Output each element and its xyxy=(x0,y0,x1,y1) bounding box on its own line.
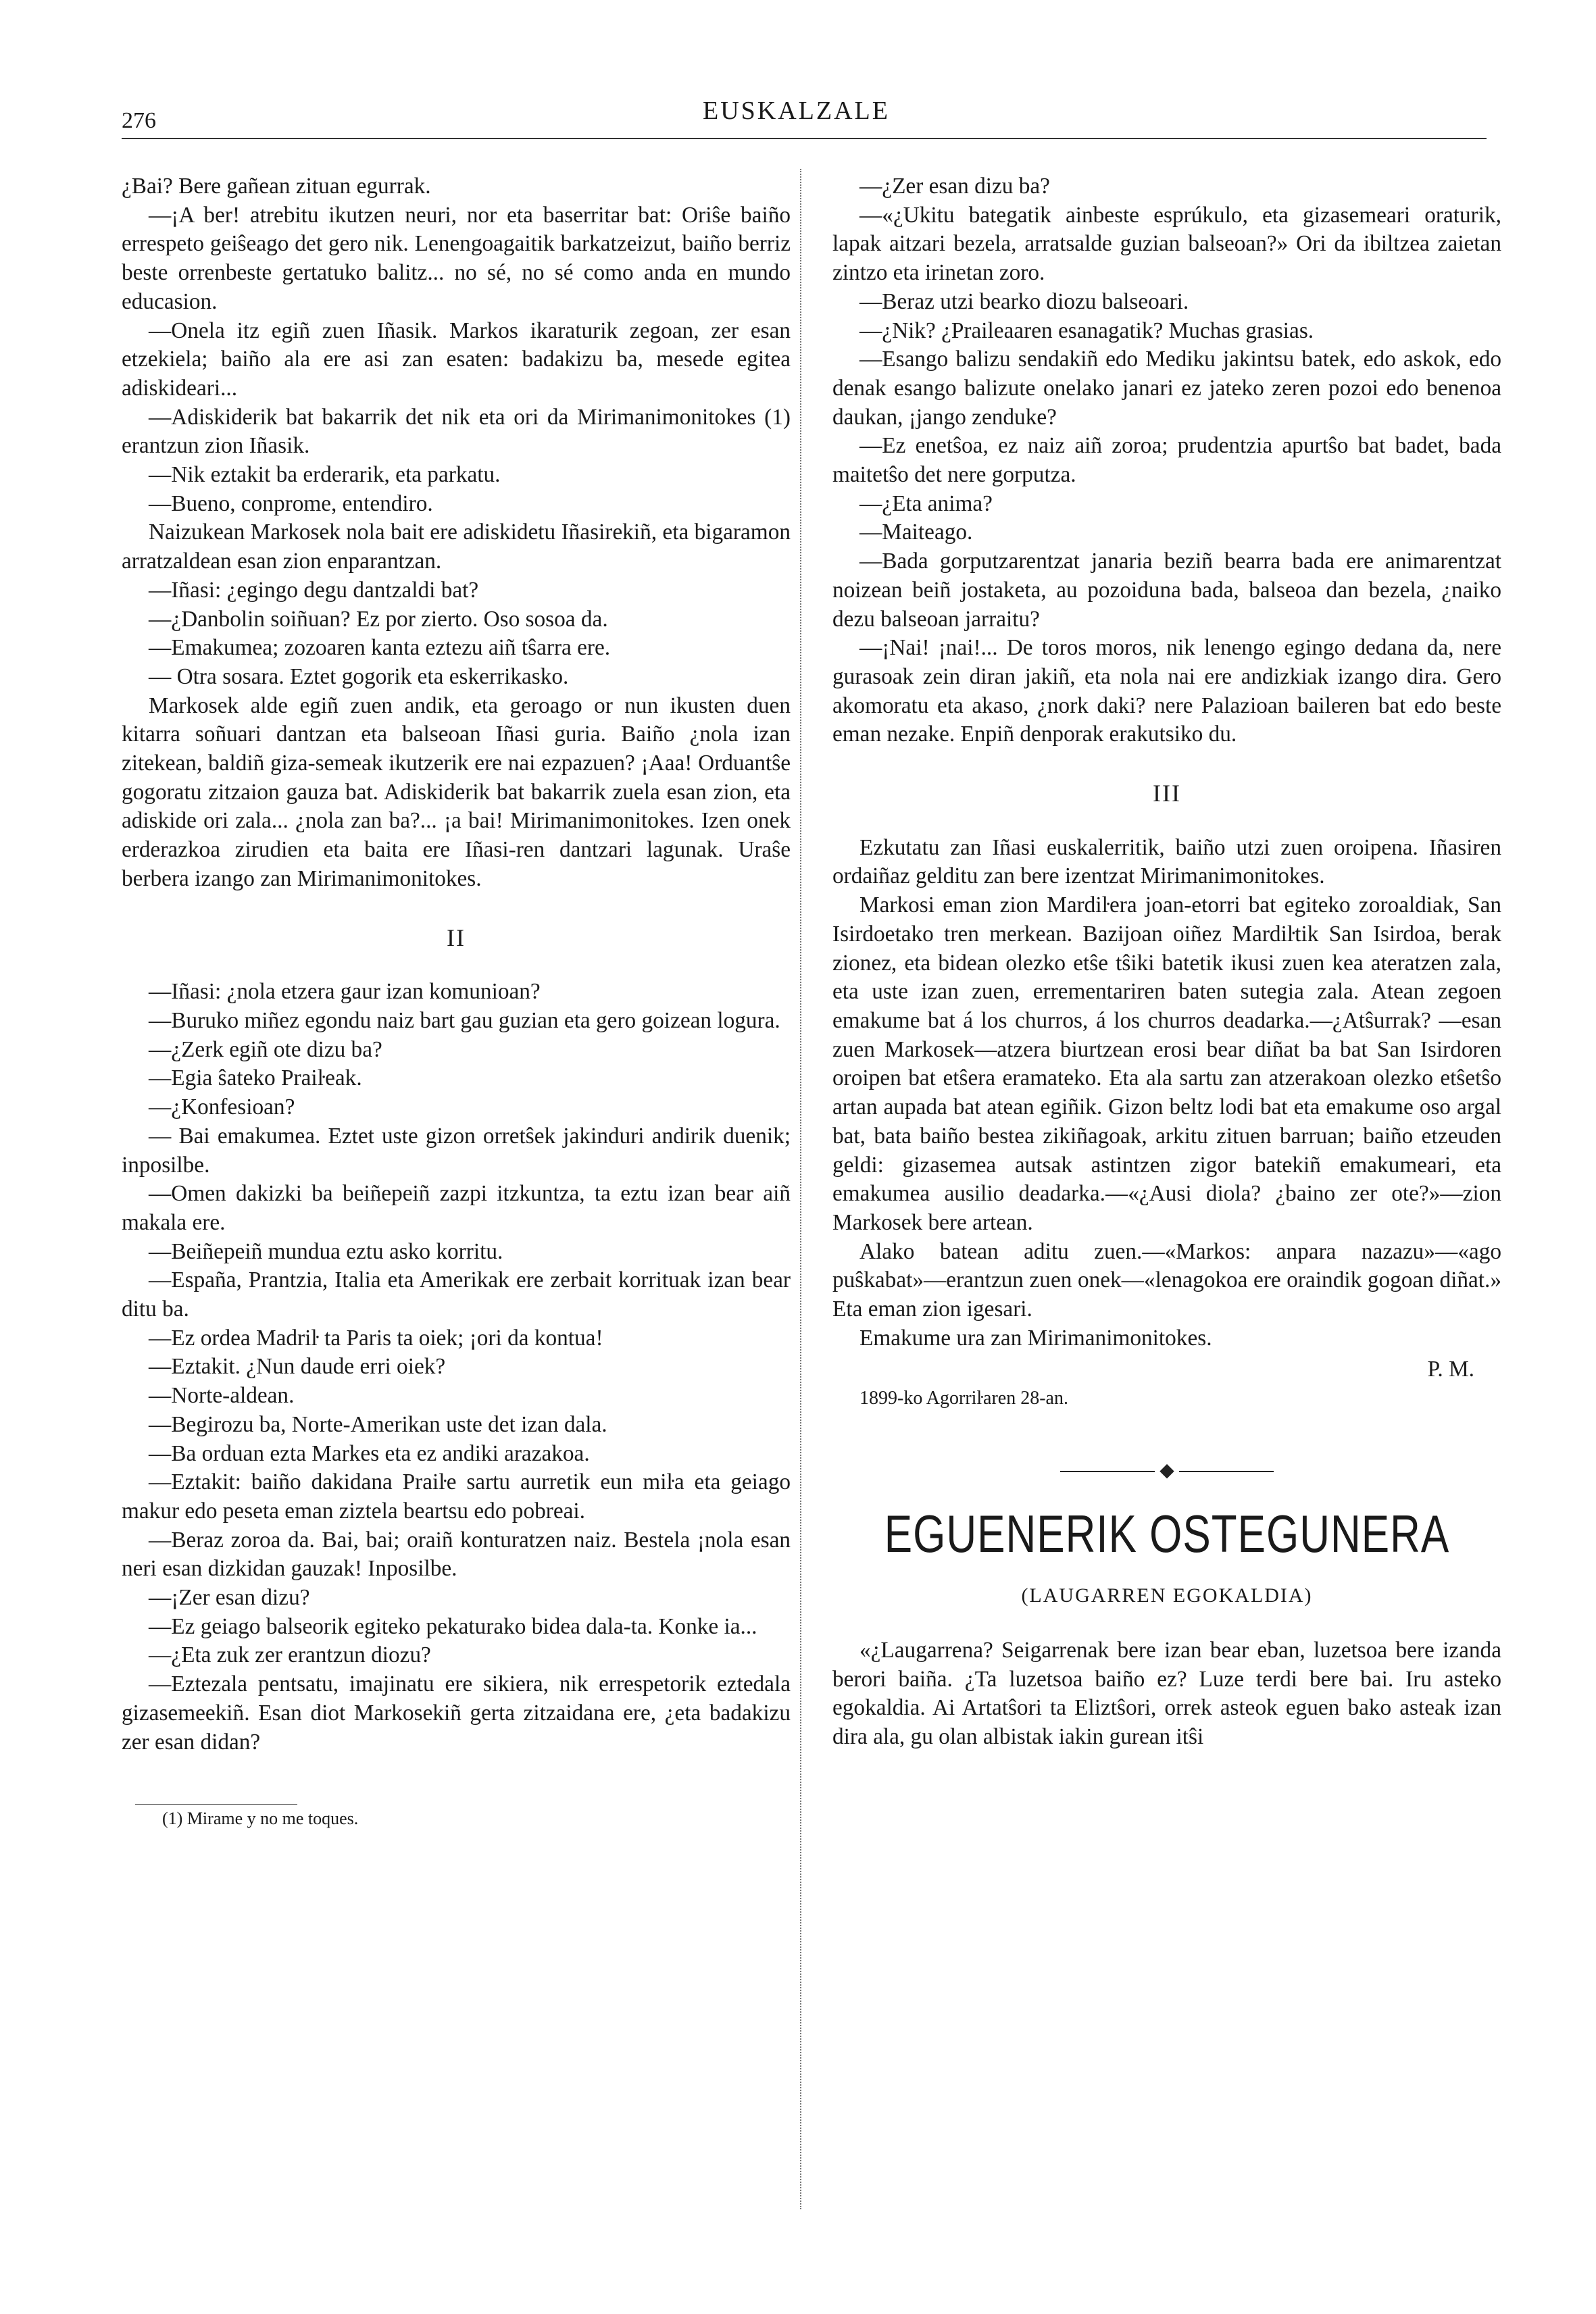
paragraph: Ezkutatu zan Iñasi euskalerritik, baiño utzi zuen oroipena. Iñasiren ordaiñaz gelditu zan bere izentzat Mirimanimonitokes. xyxy=(832,834,1501,889)
left-column xyxy=(122,172,791,1834)
paragraph: Alako batean aditu zuen.—«Markos: anpara nazazu»—«ago puŝkabat»—erantzun zuen onek—«lenagokoa ere oraindik gogoan diñat.» Eta eman zion igesari. xyxy=(832,1238,1501,1322)
page-header xyxy=(122,95,1487,135)
paragraph: —¿Eta zuk zer erantzun diozu? xyxy=(149,1642,431,1668)
right-column xyxy=(832,172,1501,1752)
paragraph: —Norte-aldean. xyxy=(149,1383,295,1409)
paragraph: —¡Nai! ¡nai!... De toros moros, nik lenengo egingo dedana da, nere gurasoak zein diran jakiñ, eta nola nai ere andizkiak izango dira. Gero akomoratu eta akaso, ¿nork daki? nere Palazioan baileren bat edo beste eman nezake. Enpiñ denporak erakutsiko du. xyxy=(832,635,1501,747)
paragraph: —¿Zerk egiñ ote dizu ba? xyxy=(149,1036,382,1062)
article-subtitle: (LAUGARREN EGOKALDIA) xyxy=(1021,1584,1313,1607)
paragraph: — Bai emakumea. Eztet uste gizon orretŝek jakinduri andirik duenik; inposilbe. xyxy=(122,1123,791,1178)
paragraph: —Beiñepeiñ mundua eztu asko korritu. xyxy=(149,1238,503,1264)
paragraph: —Maiteago. xyxy=(859,520,973,545)
paragraph: ¿Bai? Bere gañean zituan egurrak. xyxy=(122,174,431,199)
paragraph: —Ez enetŝoa, ez naiz aiñ zoroa; prudentzia apurtŝo bat badet, bada maitetŝo det nere gorputza. xyxy=(832,433,1501,488)
paragraph: —Esango balizu sendakiñ edo Mediku jakintsu batek, edo askok, edo denak esango balizute onelako janari ez jateko zeren pozoi edo benenoa daukan, ¡jango zenduke? xyxy=(832,347,1501,430)
paragraph: Markosek alde egiñ zuen andik, eta geroago or nun ikusten duen kitarra soñuari dantzan eta balseoan Iñasi guria. Baiño ¿nola izan zitekean, baldiñ giza-semeak ikutzerik ere nai ezpazuen? ¡Aaa! Orduantŝe gogoratu zitzaion gauza bat. Adiskiderik bat bakarrik zuela esan zion, eta adiskide ori zala... ¿nola zan ba?... ¡a bai! Mirimanimonitokes. Izen onek erderazkoa zirudien eta baita ere Iñasi-ren dantzari lagunak. Uraŝe berbera izango zan Mirimanimonitokes. xyxy=(122,693,791,891)
paragraph: —Eztezala pentsatu, imajinatu ere sikiera, nik errespetorik eztedala gizasemeekiñ. Esan diot Markosekiñ gerta zitzaidana ere, ¿eta badakizu zer esan didan? xyxy=(122,1671,791,1755)
column-divider xyxy=(800,169,801,2209)
ornament-rule xyxy=(1179,1471,1274,1472)
paragraph: —¿Danbolin soiñuan? Ez por zierto. Oso sosoa da. xyxy=(149,606,608,632)
paragraph: —¿Zer esan dizu ba? xyxy=(859,174,1050,199)
paragraph: Emakume ura zan Mirimanimonitokes. xyxy=(859,1325,1212,1351)
running-head: EUSKALZALE xyxy=(703,97,890,125)
paragraph: —«¿Ukitu bategatik ainbeste esprúkulo, eta gizasemeari oraturik, lapak aitzari bezela, arratsalde guzian balseoan?» Ori da ibiltzea zaietan zintzo eta irinetan zoro. xyxy=(832,202,1501,286)
section-ornament xyxy=(832,1457,1501,1486)
paragraph: —Adiskiderik bat bakarrik det nik eta ori da Mirimanimonitokes (1) erantzun zion Iñasik. xyxy=(122,404,791,459)
paragraph: —¡A ber! atrebitu ikutzen neuri, nor eta baserritar bat: Oriŝe baiño errespeto geiŝeago det gero nik. Lenengoagaitik barkatzeizut, baiño berriz beste orrenbeste gertatuko balitz... no sé, no sé como anda en mundo educasion. xyxy=(122,202,791,314)
paragraph: —Eztakit: baiño dakidana Praiŀe sartu aurretik eun miŀa eta geiago makur edo peseta eman ziztela beartsu edo pobreai. xyxy=(122,1469,791,1524)
paragraph: — Otra sosara. Eztet gogorik eta eskerrikasko. xyxy=(149,663,569,689)
paragraph: —Nik eztakit ba erderarik, eta parkatu. xyxy=(149,462,501,488)
paragraph: —Begirozu ba, Norte-Amerikan uste det izan dala. xyxy=(149,1411,607,1437)
author-signature: P. M. xyxy=(1427,1357,1474,1382)
header-rule xyxy=(122,138,1487,139)
paragraph: —Bueno, conprome, entendiro. xyxy=(149,491,433,516)
paragraph: —Eztakit. ¿Nun daude erri oiek? xyxy=(149,1354,446,1380)
section-2-heading: II xyxy=(447,924,466,951)
paragraph: —¡Zer esan dizu? xyxy=(149,1585,310,1611)
ornament-diamond-icon: ◆ xyxy=(1159,1459,1174,1481)
paragraph: —¿Eta anima? xyxy=(859,491,993,516)
paragraph: —¿Konfesioan? xyxy=(149,1095,295,1120)
paragraph: —España, Prantzia, Italia eta Amerikak ere zerbait korrituak izan bear ditu ba. xyxy=(122,1267,791,1322)
paragraph: —Omen dakizki ba beiñepeiñ zazpi itzkuntza, ta eztu izan bear aiñ makala ere. xyxy=(122,1181,791,1235)
page-number: 276 xyxy=(122,108,156,133)
paragraph: —Iñasi: ¿nola etzera gaur izan komunioan? xyxy=(149,979,541,1005)
paragraph: —Ez geiago balseorik egiteko pekaturako bidea dala-ta. Konke ia... xyxy=(149,1613,757,1639)
paragraph: —Beraz zoroa da. Bai, bai; oraiñ konturatzen naiz. Bestela ¡nola esan neri esan dizkidan gauzak! Inposilbe. xyxy=(122,1527,791,1582)
paragraph: «¿Laugarrena? Seigarrenak bere izan bear eban, luzetsoa bere izanda berori baiña. ¿Ta luzetsoa baiño ez? Luze terdi bere bai. Iru asteko egokaldia. Ai Artatŝori ta Eliztŝori, orrek asteok eguen bako asteak izan dira ala, gu olan albistak iakin gurean itŝi xyxy=(832,1637,1501,1750)
dateline: 1899-ko Agorriŀaren 28-an. xyxy=(859,1388,1068,1409)
footnote: (1) Mirame y no me toques. xyxy=(162,1809,359,1829)
ornament-rule xyxy=(1060,1471,1155,1472)
paragraph: —Buruko miñez egondu naiz bart gau guzian eta gero goizean logura. xyxy=(149,1007,780,1033)
paragraph: —Onela itz egiñ zuen Iñasik. Markos ikaraturik zegoan, zer esan etzekiela; baiño ala ere asi zan esaten: badakizu ba, mesede egitea adiskideari... xyxy=(122,318,791,401)
paragraph: —Iñasi: ¿egingo degu dantzaldi bat? xyxy=(149,577,479,603)
article-title: EGUENERIK OSTEGUNERA xyxy=(884,1505,1450,1563)
paragraph: —Ez ordea Madriŀ ta Paris ta oiek; ¡ori da kontua! xyxy=(149,1325,603,1351)
paragraph: —Ba orduan ezta Markes eta ez andiki arazakoa. xyxy=(149,1440,590,1466)
paragraph: —Emakumea; zozoaren kanta eztezu aiñ tŝarra ere. xyxy=(149,635,611,661)
paragraph: —¿Nik? ¿Praileaaren esanagatik? Muchas grasias. xyxy=(859,318,1314,343)
paragraph: Naizukean Markosek nola bait ere adiskidetu Iñasirekiñ, eta bigaramon arratzaldean esan zion enparantzan. xyxy=(122,520,791,574)
paragraph: —Egia ŝateko Praiŀeak. xyxy=(149,1065,362,1091)
paragraph: —Beraz utzi bearko diozu balseoari. xyxy=(859,288,1189,314)
paragraph: Markosi eman zion Mardiŀera joan-etorri bat egiteko zoroaldiak, San Isirdoetako tren merkean. Bazijoan oiñez Mardiŀtik San Isirdoa, berak zionez, eta bidean olezko etŝe tŝiki batetik ikusi zuen kea ateratzen zala, eta uste izan zuen, errementariren baten sutegia zala. Atean zegoen emakume bat á los churros, á los churros deadarka.—¿Atŝurrak? —esan zuen Markosek—atzera biurtzean erosi bear diñat ba bat San Isirdoren oroipen bat etŝera eramateko. Eta ala sartu zan atzerakoan olezko etŝetŝo artan aupada bat atean egiñik. Gizon beltz lodi bat eta emakume oso argal bat, bata baiño bestea zikiñagoak, arkitu zituen barruan; baiño etzeuden geldi: gizasemea autsak astintzen zigor batekiñ emakumeari, eta emakumea ausilio deadarka.—«¿Ausi diola? ¿baino zer ote?»—zion Markosek bere artean. xyxy=(832,892,1501,1235)
section-3-heading: III xyxy=(1153,780,1181,807)
paragraph: —Bada gorputzarentzat janaria beziñ bearra bada ere animarentzat noizean beiñ jostaketa, au pozoiduna bada, balseoa dan bezela, ¿naiko dezu balseoan jarraitu? xyxy=(832,549,1501,632)
